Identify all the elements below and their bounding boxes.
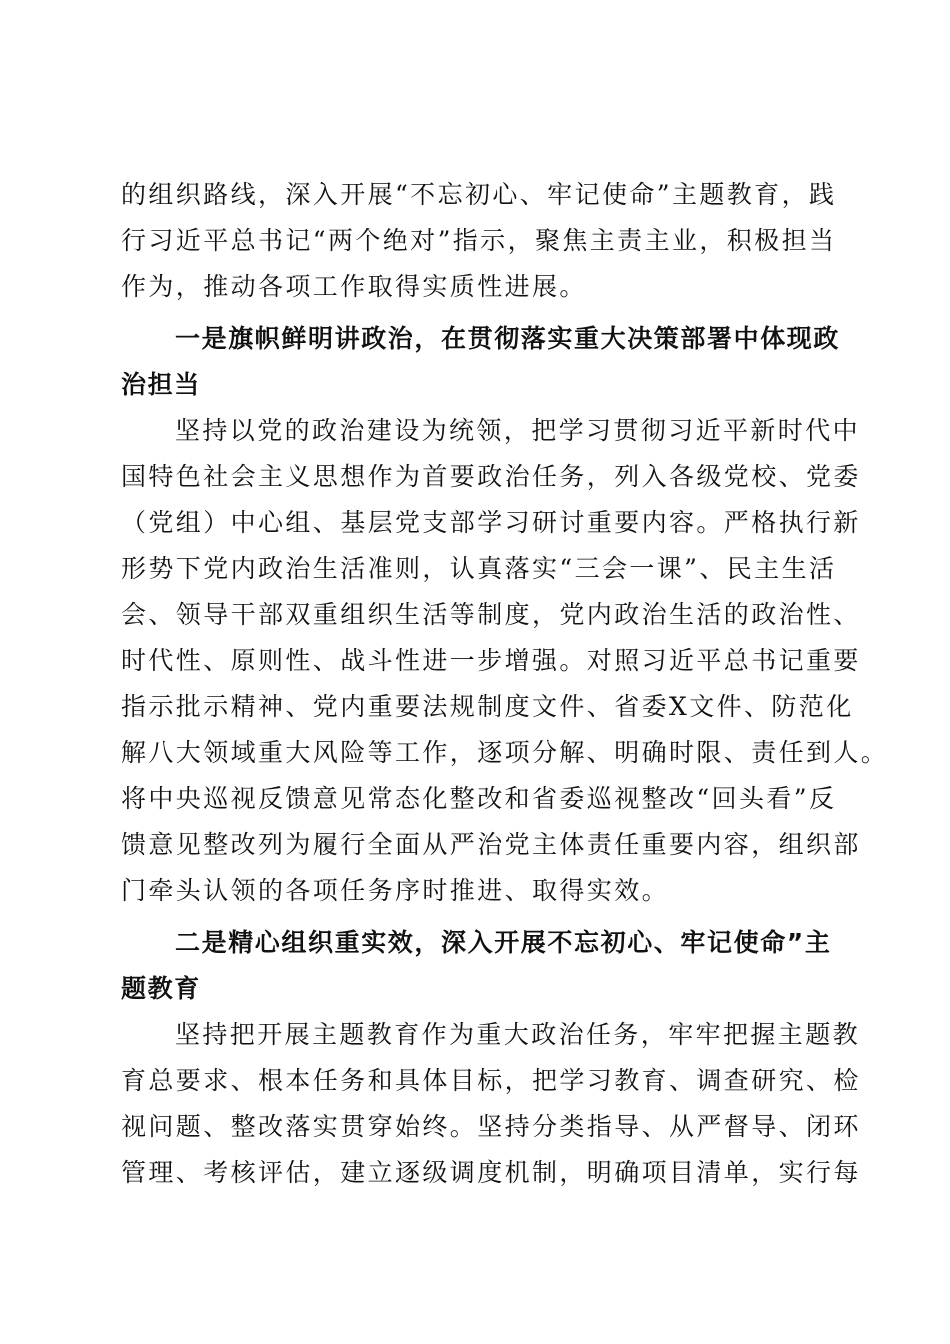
- paragraph-line: 育总要求、根本任务和具体目标，把学习教育、调查研究、检: [121, 1066, 861, 1095]
- paragraph-line: 作为，推动各项工作取得实质性进展。: [121, 272, 587, 301]
- section-body-2: [121, 1012, 861, 1196]
- section-heading-1: [121, 316, 841, 408]
- paragraph-line: 行习近平总书记“两个绝对”指示，聚焦主责主业，积极担当: [121, 226, 837, 255]
- paragraph-line: 视问题、整改落实贯穿始终。坚持分类指导、从严督导、闭环: [121, 1112, 861, 1141]
- paragraph-line: （党组）中心组、基层党支部学习研讨重要内容。严格执行新: [121, 508, 861, 537]
- paragraph-line: 坚持把开展主题教育作为重大政治任务，牢牢把握主题教: [175, 1020, 861, 1049]
- paragraph-line: 管理、考核评估，建立逐级调度机制，明确项目清单，实行每: [121, 1158, 861, 1187]
- section-body-1: [121, 408, 889, 914]
- heading-line: 一是旗帜鲜明讲政治，在贯彻落实重大决策部署中体现政: [175, 324, 841, 353]
- paragraph-line: 馈意见整改列为履行全面从严治党主体责任重要内容，组织部: [121, 830, 861, 859]
- paragraph-line: 解八大领域重大风险等工作，逐项分解、明确时限、责任到人。: [121, 738, 889, 767]
- heading-line: 二是精心组织重实效，深入开展不忘初心、牢记使命”主: [175, 928, 832, 957]
- paragraph-line: 坚持以党的政治建设为统领，把学习贯彻习近平新时代中: [175, 416, 861, 445]
- section-heading-2: [121, 920, 833, 1012]
- paragraph-line: 会、领导干部双重组织生活等制度，党内政治生活的政治性、: [121, 600, 861, 629]
- paragraph-line: 门牵头认领的各项任务序时推进、取得实效。: [121, 876, 670, 905]
- intro-paragraph: [121, 172, 837, 310]
- paragraph-line: 形势下党内政治生活准则，认真落实“三会一课”、民主生活: [121, 554, 837, 583]
- paragraph-line: 指示批示精神、党内重要法规制度文件、省委X文件、防范化: [121, 692, 854, 721]
- paragraph-line: 将中央巡视反馈意见常态化整改和省委巡视整改“回头看”反: [121, 784, 837, 813]
- document-body: [121, 172, 889, 1196]
- paragraph-line: 时代性、原则性、战斗性进一步增强。对照习近平总书记重要: [121, 646, 861, 675]
- heading-line: 治担当: [121, 370, 201, 399]
- paragraph-line: 的组织路线，深入开展“不忘初心、牢记使命”主题教育，践: [121, 180, 837, 209]
- paragraph-line: 国特色社会主义思想作为首要政治任务，列入各级党校、党委: [121, 462, 861, 491]
- heading-line: 题教育: [121, 974, 201, 1003]
